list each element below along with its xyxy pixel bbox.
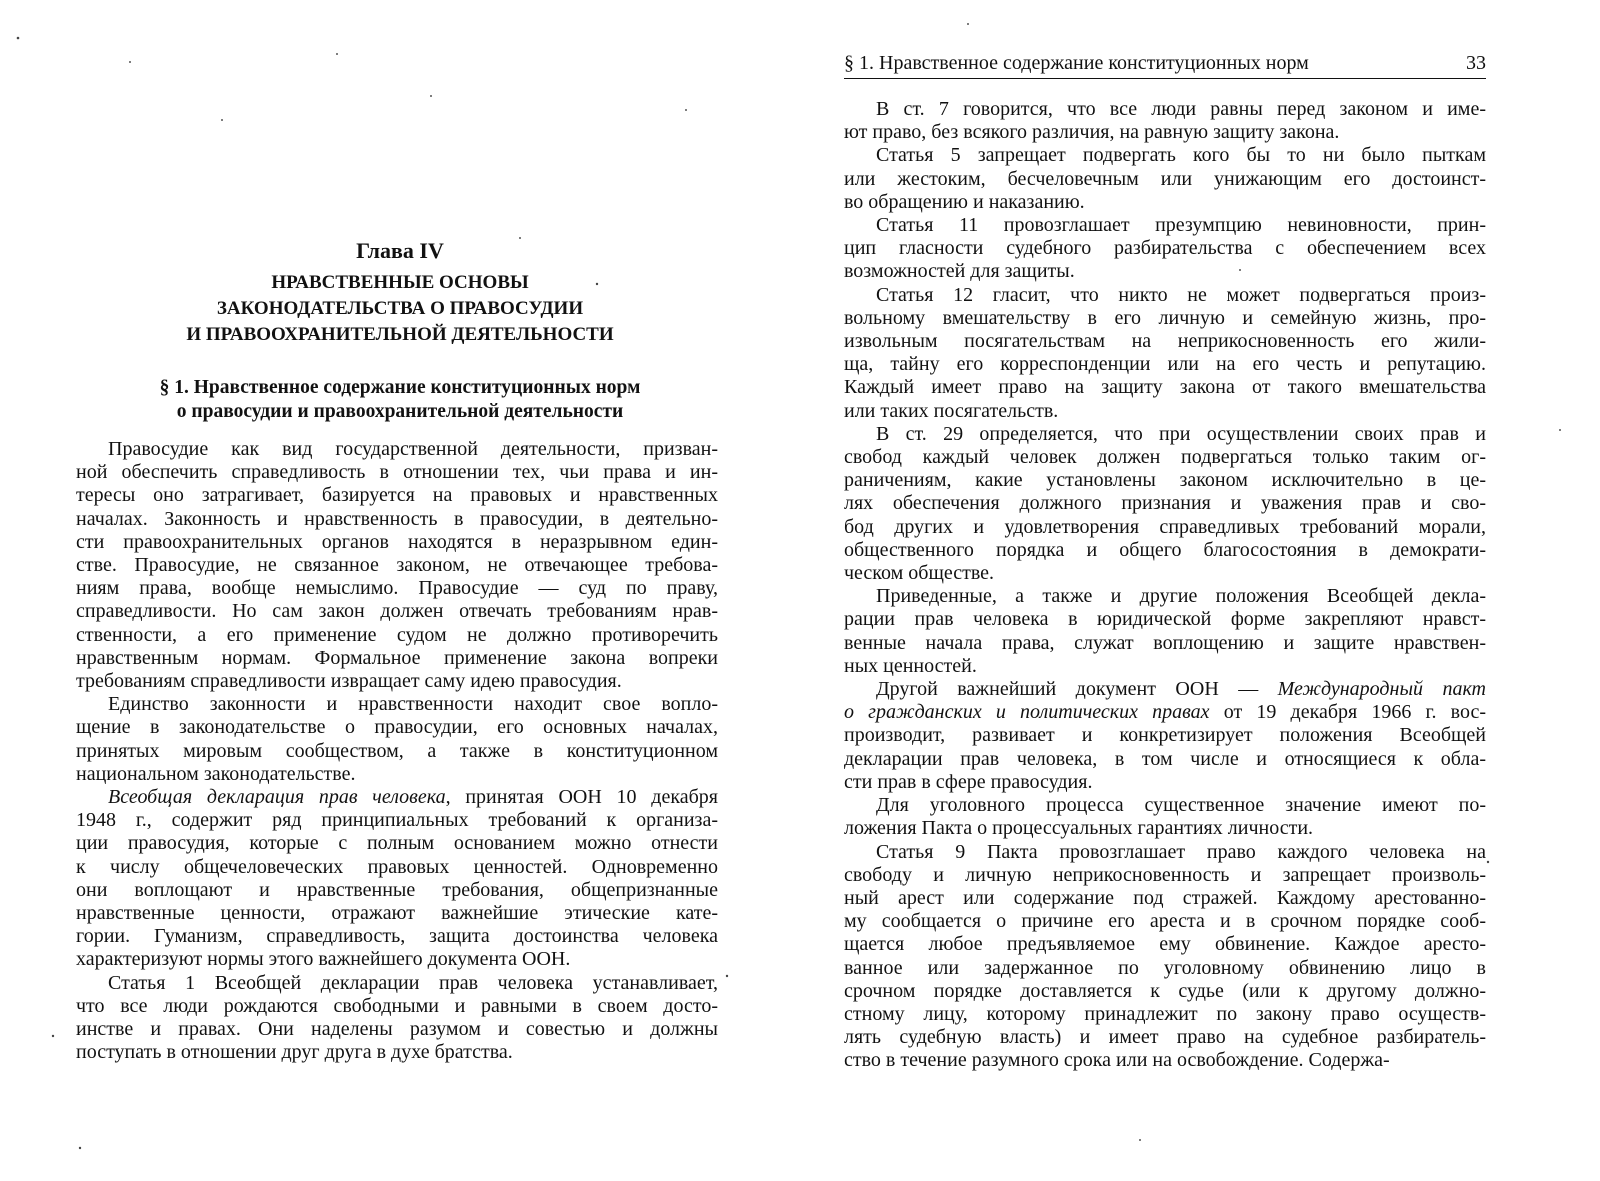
text-line: началах. Законность и нравственность в правосудии, в деятельно-	[76, 507, 718, 530]
paragraph	[844, 794, 1486, 840]
text-line: что все люди рождаются свободными и равными в своем досто-	[76, 994, 718, 1017]
text-line: национальном законодательстве.	[76, 762, 356, 785]
text-line: ный арест или содержание под стражей. Каждому арестованно-	[844, 886, 1486, 909]
text-line: они воплощают и нравственные требования, общепризнанные	[76, 878, 718, 901]
text-line: Статья 5 запрещает подвергать кого бы то ни было пыткам	[876, 144, 1486, 167]
chapter-title-line: ЗАКОНОДАТЕЛЬСТВА О ПРАВОСУДИИ	[216, 298, 584, 319]
text-line: сти правоохранительных органов находятся в неразрывном един-	[76, 530, 718, 553]
text-line: гории. Гуманизм, справедливость, защита достоинства человека	[76, 925, 718, 948]
text-line: во обращению и наказанию.	[844, 190, 1085, 213]
text-line: поступать в отношении друг друга в духе братства.	[76, 1041, 513, 1064]
text-line: ство в течение разумного срока или на освобождение. Содержа-	[844, 1049, 1390, 1072]
text-line: сти прав в сфере правосудия.	[844, 770, 1093, 793]
text-line: В ст. 29 определяется, что при осуществлении своих прав и	[876, 422, 1486, 445]
text-line: 1948 г., содержит ряд принципиальных требований к организа-	[76, 809, 718, 832]
text-line: Единство законности и нравственности находит свое вопло-	[108, 693, 718, 716]
chapter-heading	[150, 238, 650, 348]
running-head-title: § 1. Нравственное содержание конституционных норм	[844, 52, 1309, 74]
text-line: производит, развивает и конкретизирует положения Всеобщей	[844, 724, 1486, 747]
paragraph	[844, 214, 1486, 284]
text-line: ческом обществе.	[844, 562, 995, 585]
paragraph	[76, 972, 718, 1065]
paragraph	[844, 284, 1486, 423]
text-line: вольному вмешательству в его личную и семейную жизнь, про-	[844, 306, 1486, 329]
text-line: свободу и личную неприкосновенность и запрещает произволь-	[844, 863, 1486, 886]
paragraph	[76, 786, 718, 972]
text-line: ной обеспечить справедливость в отношении тех, чьи права и ин-	[76, 461, 718, 484]
right-body-text	[844, 98, 1486, 1073]
text-line: Статья 12 гласит, что никто не может подвергаться произ-	[876, 283, 1486, 306]
text-line: ложения Пакта о процессуальных гарантиях личности.	[844, 817, 1314, 840]
text-line: стве. Правосудие, не связанное законом, не отвечающее требова-	[76, 554, 718, 577]
text-line: бод других и удовлетворения справедливых требований морали,	[844, 515, 1486, 538]
chapter-label: Глава IV	[356, 238, 444, 263]
text-line: цип гласности судебного разбирательства с обеспечением всех	[844, 237, 1486, 260]
text-line: требованиям справедливости извращает саму идею правосудия.	[76, 670, 622, 693]
text-line: извольным посягательствам на неприкосновенность его жили-	[844, 330, 1486, 353]
text-line: рации прав человека в юридической форме закрепляют нравст-	[844, 608, 1486, 631]
text-line: Всеобщая декларация прав человека, принятая ООН 10 декабря	[108, 786, 719, 809]
text-line: принятых мировым сообществом, а также в конституционном	[76, 739, 718, 762]
text-line: общественного порядка и общего благосостояния в демократи-	[844, 538, 1486, 561]
text-line: декларации прав человека, в том числе и относящиеся к обла-	[844, 747, 1486, 770]
text-line: к числу общечеловеческих правовых ценностей. Одновременно	[76, 855, 718, 878]
text-line: тересы оно затрагивает, базируется на правовых и нравственных	[76, 484, 718, 507]
text-line: Статья 1 Всеобщей декларации прав человека устанавливает,	[108, 971, 718, 994]
text-line: или жестоким, бесчеловечным или унижающим его достоинст-	[844, 167, 1486, 190]
text-line: ственности, а его применение судом не должно противоречить	[76, 623, 718, 646]
text-line: ных ценностей.	[844, 654, 977, 677]
text-line: ют право, без всякого различия, на равную защиту закона.	[844, 121, 1340, 144]
paragraph	[844, 423, 1486, 585]
paragraph	[76, 438, 718, 693]
left-body-text	[76, 438, 718, 1064]
paragraph	[844, 144, 1486, 214]
text-line: щение в законодательстве о правосудии, его основных началах,	[76, 716, 718, 739]
text-line: свобод каждый человек должен подвергаться только таким ог-	[844, 446, 1486, 469]
text-line: ванное или задержанное по уголовному обвинению лицо в	[844, 956, 1486, 979]
text-line: Приведенные, а также и другие положения Всеобщей декла-	[876, 585, 1486, 608]
text-line: Статья 11 провозглашает презумпцию невиновности, прин-	[876, 214, 1486, 237]
paragraph	[844, 841, 1486, 1073]
text-line: Для уголовного процесса существенное значение имеют по-	[876, 794, 1486, 817]
text-line: лях обеспечения должного признания и уважения прав и сво-	[844, 492, 1486, 515]
text-line: нравственным нормам. Формальное применение закона вопреки	[76, 646, 718, 669]
text-line: о гражданских и политических правах от 19 декабря 1966 г. вос-	[844, 701, 1487, 724]
text-line: щается любое предъявляемое ему обвинение. Каждое аресто-	[844, 933, 1486, 956]
text-line: возможностей для защиты.	[844, 260, 1075, 283]
text-line: справедливости. Но сам закон должен отвечать требованиям нрав-	[76, 600, 718, 623]
page-number: 33	[1466, 52, 1486, 74]
text-line: Каждый имеет право на защиту закона от такого вмешательства	[844, 376, 1486, 399]
section-title-line: о правосудии и правоохранительной деятельности	[176, 401, 624, 422]
section-heading	[110, 376, 690, 424]
section-title-line: § 1. Нравственное содержание конституционных норм	[159, 377, 641, 398]
text-line: Статья 9 Пакта провозглашает право каждого человека на	[876, 840, 1486, 863]
chapter-title-line: И ПРАВООХРАНИТЕЛЬНОЙ ДЕЯТЕЛЬНОСТИ	[186, 324, 614, 345]
text-line: раничениям, какие установлены законом исключительно в це-	[844, 469, 1486, 492]
text-line: ции правосудия, которые с полным основанием можно отнести	[76, 832, 718, 855]
text-line: венные начала права, служат воплощению и защите нравствен-	[844, 631, 1486, 654]
text-line: му сообщается о причине его ареста и в срочном порядке сооб-	[844, 910, 1486, 933]
text-line: срочном порядке доставляется к судье (или к другому должно-	[844, 979, 1486, 1002]
text-line: ща, тайну его корреспонденции или на его честь и репутацию.	[844, 353, 1486, 376]
right-page	[800, 0, 1600, 1181]
text-line: нравственные ценности, отражают важнейшие этические кате-	[76, 902, 718, 925]
running-header	[844, 50, 1486, 79]
chapter-title-line: НРАВСТВЕННЫЕ ОСНОВЫ	[271, 272, 529, 293]
text-line: лять судебную власть) и имеет право на судебное разбиратель-	[844, 1026, 1486, 1049]
text-line: ниям права, вообще немыслимо. Правосудие — суд по праву,	[76, 577, 718, 600]
text-line: стному лицу, которому принадлежит по закону право осуществ-	[844, 1002, 1486, 1025]
paragraph	[844, 585, 1486, 678]
text-line: инстве и правах. Они наделены разумом и совестью и должны	[76, 1018, 718, 1041]
paragraph	[844, 678, 1486, 794]
text-line: характеризуют нормы этого важнейшего документа ООН.	[76, 948, 571, 971]
paragraph	[76, 693, 718, 786]
text-line: Правосудие как вид государственной деятельности, призван-	[108, 438, 718, 460]
text-line: Другой важнейший документ ООН — Международный пакт	[876, 678, 1486, 701]
text-line: или таких посягательств.	[844, 399, 1059, 422]
text-line: В ст. 7 говорится, что все люди равны перед законом и име-	[876, 98, 1486, 120]
paragraph	[844, 98, 1486, 144]
